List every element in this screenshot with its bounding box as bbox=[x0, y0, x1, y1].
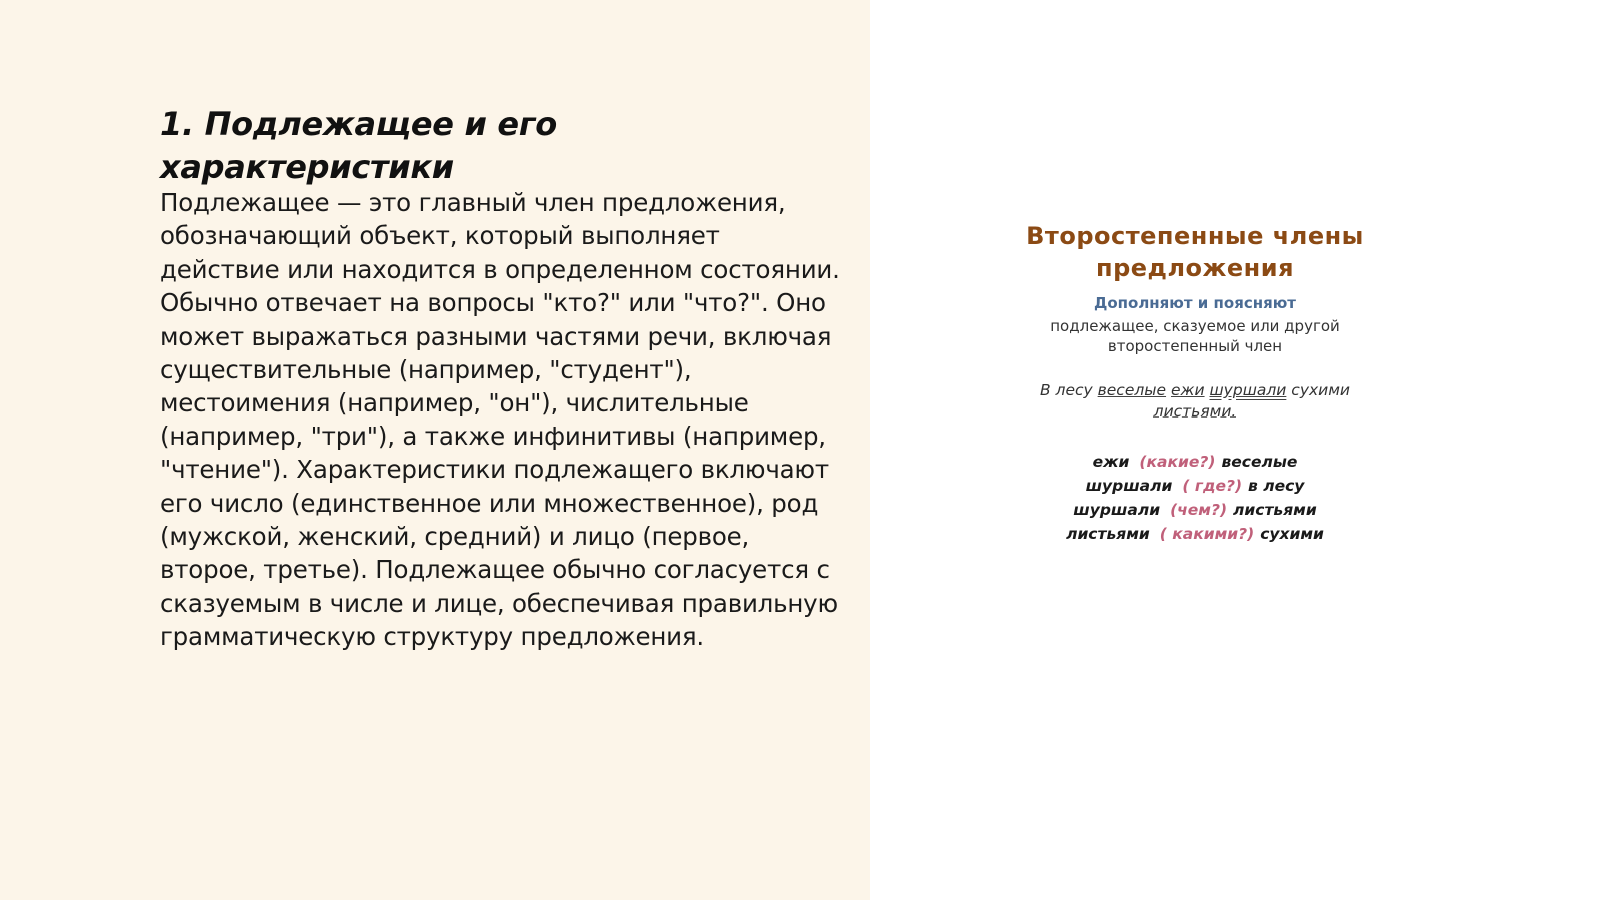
question-answer: в лесу bbox=[1248, 477, 1305, 495]
question-text: ( какими?) bbox=[1159, 525, 1255, 543]
question-word: шуршали bbox=[1073, 501, 1161, 519]
example-word-place: В лесу bbox=[1039, 381, 1093, 399]
question-word: шуршали bbox=[1085, 477, 1173, 495]
card-title: Второстепенные члены предложения bbox=[1026, 222, 1364, 282]
example-word-predicate: шуршали bbox=[1209, 381, 1287, 399]
example-sentence bbox=[1020, 380, 1370, 422]
slide-body-text: Подлежащее — это главный член предложения, обозначающий объект, который выполняет действие или находится в определенном состоянии. Обычно отвечает на вопросы "кто?" или "что?". Оно может выражаться разными частями речи, включая существительные (например, "студент"), местоимения (например, "он"), числительные (например, "три"), а также инфинитивы (например, "чтение"). Характеристики подлежащего включают его число (единственное или множественное), род (мужской, женский, средний) и лицо (первое, второе, третье). Подлежащее обычно согласуется с сказуемым в числе и лице, обеспечивая правильную грамматическую структуру предложения. bbox=[160, 188, 840, 652]
example-word-attribute-2: сухими bbox=[1291, 381, 1351, 399]
question-word: листьями bbox=[1066, 525, 1150, 543]
question-list bbox=[1000, 450, 1390, 546]
question-row bbox=[1000, 522, 1390, 546]
example-word-object: листьями. bbox=[1153, 402, 1237, 420]
slide-title: 1. Подлежащее и его характеристики bbox=[160, 105, 557, 186]
example-word-subject: ежи bbox=[1170, 381, 1205, 399]
question-answer: сухими bbox=[1260, 525, 1324, 543]
card-description: подлежащее, сказуемое или другой второстепенный член bbox=[1050, 317, 1340, 355]
question-row bbox=[1000, 498, 1390, 522]
question-answer: листьями bbox=[1233, 501, 1317, 519]
grammar-illustration bbox=[1000, 220, 1390, 546]
question-row bbox=[1000, 474, 1390, 498]
question-word: ежи bbox=[1092, 453, 1130, 471]
question-text: ( где?) bbox=[1182, 477, 1243, 495]
question-row bbox=[1000, 450, 1390, 474]
card-subtitle: Дополняют и поясняют bbox=[1093, 294, 1296, 312]
question-answer: веселые bbox=[1221, 453, 1298, 471]
example-word-attribute: веселые bbox=[1097, 381, 1167, 399]
question-text: (какие?) bbox=[1139, 453, 1216, 471]
question-text: (чем?) bbox=[1170, 501, 1228, 519]
